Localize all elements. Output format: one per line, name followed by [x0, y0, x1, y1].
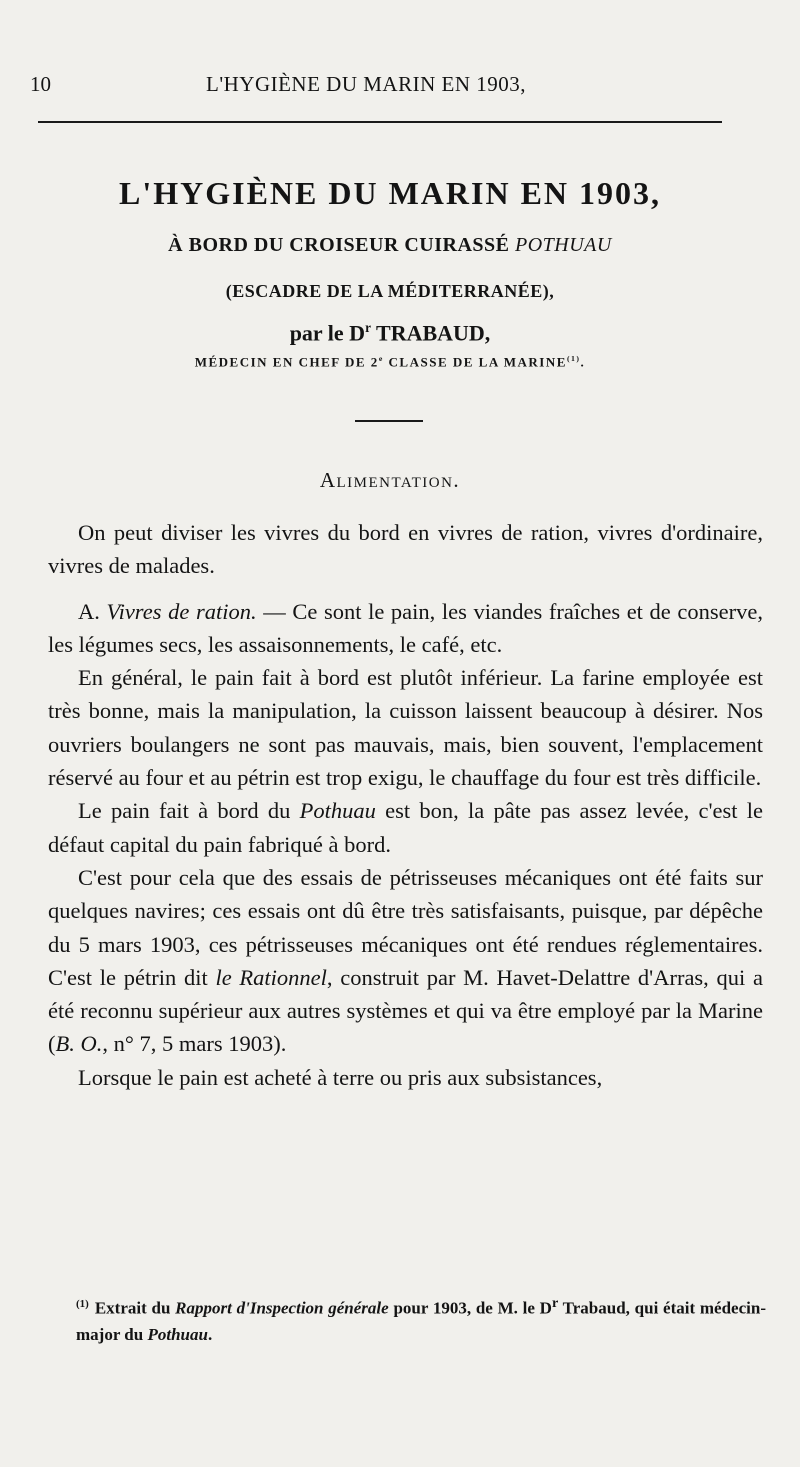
p5-italic2: B. O. [55, 1031, 103, 1057]
article-title: L'HYGIÈNE DU MARIN EN 1903, [118, 175, 662, 211]
footnote-reference[interactable]: (1) [566, 354, 581, 364]
fn-italic: Rapport d'Inspection générale [175, 1298, 389, 1318]
footnote-mark: (1) [76, 1298, 89, 1310]
section-heading: Alimentation. [319, 468, 461, 492]
role-suffix: CLASSE DE LA MARINE [383, 354, 567, 370]
author-line [0, 320, 800, 346]
article-subtitle [0, 234, 800, 257]
section-divider [355, 420, 423, 422]
p4-prefix: Le pain fait à bord du [78, 798, 300, 824]
role-end: . [580, 354, 586, 370]
paragraph-6: Lorsque le pain est acheté à terre ou pris aux subsistances, [78, 1064, 603, 1090]
ship-name: POTHUAU [515, 234, 612, 256]
fn-italic2: Pothuau [147, 1324, 208, 1344]
p2-rest: — Ce sont le pain, les viandes fraîches et de conserve, les légumes secs, les assaisonnements, le café, etc. [48, 598, 763, 657]
footnote [76, 1290, 766, 1348]
fn-sup: r [551, 1295, 559, 1311]
paragraph-1: On peut diviser les vivres du bord en vivres de ration, vivres d'ordinaire, vivres de malades. [48, 520, 763, 579]
author-name: TRABAUD, [370, 320, 491, 346]
body-text [48, 516, 763, 1094]
fn-end: . [207, 1324, 213, 1344]
paragraph-3: En général, le pain fait à bord est plutôt inférieur. La farine employée est très bonne, mais la manipulation, la cuisson laissent beaucoup à désirer. Nos ouvriers boulangers ne sont pas mauvais, mais, bien souvent, l'emplacement réservé au four et au pétrin est trop exigu, le chauffage du four est très difficile. [48, 665, 763, 791]
paragraph-2 [48, 595, 763, 662]
paragraph-4 [48, 794, 763, 861]
running-head [30, 72, 730, 102]
page-number: 10 [30, 72, 51, 96]
header-rule [38, 121, 722, 123]
p5-c: , n° 7, 5 mars 1903). [102, 1031, 287, 1057]
p4-rest: est bon, la pâte pas assez levée, c'est le défaut capital du pain fabriqué à bord. [48, 798, 764, 857]
p2-italic: Vivres de ration. [106, 598, 257, 624]
p5-b: , construit par M. Havet-Delattre d'Arras, qui a été reconnu supérieur aux autres systèmes et qui va être employé par la Marine ( [48, 964, 763, 1057]
subtitle-text: À BORD DU CROISEUR CUIRASSÉ [168, 234, 515, 256]
running-title: L'HYGIÈNE DU MARIN EN 1903, [206, 72, 526, 96]
author-title-sup: r [365, 320, 371, 335]
p5-a: C'est pour cela que des essais de pétrisseuses mécaniques ont été faits sur quelques navires; ces essais ont dû être très satisfaisants, puisque, par dépêche du 5 mars 1903, ces pétrisseuses mécaniques ont été rendues réglementaires. C'est le pétrin dit [48, 864, 763, 990]
fn-middle: pour 1903, de M. le D [388, 1298, 552, 1318]
role-prefix: MÉDECIN EN CHEF DE 2 [194, 354, 379, 370]
p5-italic: le Rationnel [215, 964, 327, 990]
p4-italic: Pothuau [299, 798, 376, 824]
p2-prefix: A. [78, 598, 107, 624]
fn-rest: Trabaud, qui était médecin-major du [76, 1298, 766, 1344]
author-prefix: par le D [289, 320, 366, 346]
fn-prefix: Extrait du [94, 1298, 176, 1318]
article-title-block [0, 175, 800, 371]
paragraph-5 [48, 861, 763, 1061]
role-sup: e [378, 354, 384, 364]
squadron-line: (ESCADRE DE LA MÉDITERRANÉE), [225, 281, 555, 301]
author-role [0, 354, 800, 370]
